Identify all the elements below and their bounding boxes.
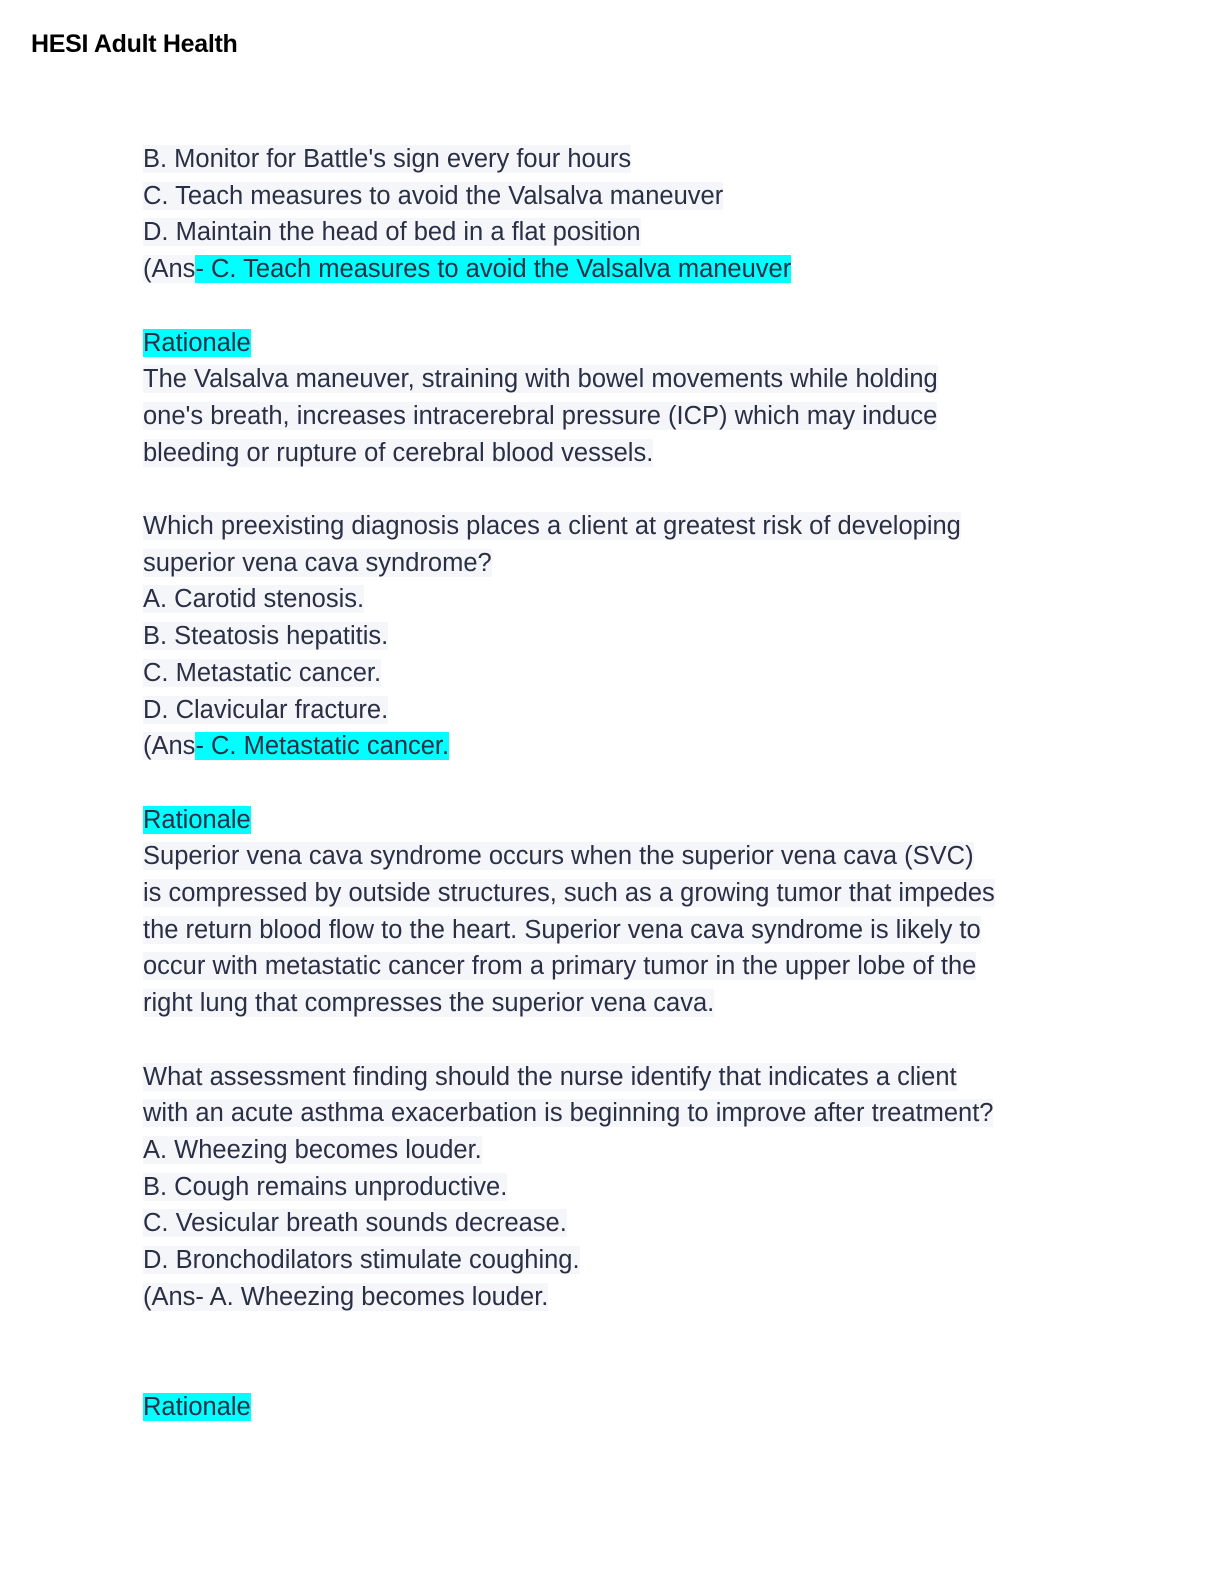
rationale-text: The Valsalva maneuver, straining with bowel movements while holding xyxy=(143,365,938,394)
answer-line xyxy=(143,251,1103,288)
rationale-heading: Rationale xyxy=(143,805,251,834)
rationale-text: one's breath, increases intracerebral pressure (ICP) which may induce xyxy=(143,401,938,430)
rationale-text: Superior vena cava syndrome occurs when the superior vena cava (SVC) xyxy=(143,842,974,871)
rationale-text: is compressed by outside structures, such as a growing tumor that impedes xyxy=(143,879,995,908)
answer-option: D. Bronchodilators stimulate coughing. xyxy=(143,1246,580,1275)
answer-option: B. Steatosis hepatitis. xyxy=(143,622,389,651)
rationale-text: right lung that compresses the superior vena cava. xyxy=(143,989,715,1018)
answer-option: A. Carotid stenosis. xyxy=(143,585,365,614)
question-text: What assessment finding should the nurse identify that indicates a client xyxy=(143,1062,957,1091)
question-text: superior vena cava syndrome? xyxy=(143,548,492,577)
rationale-text: bleeding or rupture of cerebral blood vessels. xyxy=(143,438,654,467)
answer-option: C. Teach measures to avoid the Valsalva maneuver xyxy=(143,181,724,210)
answer-highlight: - C. Metastatic cancer. xyxy=(195,732,450,761)
answer-option: A. Wheezing becomes louder. xyxy=(143,1135,482,1164)
rationale-text: occur with metastatic cancer from a primary tumor in the upper lobe of the xyxy=(143,952,977,981)
question-text: with an acute asthma exacerbation is beginning to improve after treatment? xyxy=(143,1099,994,1128)
document-body xyxy=(143,141,1103,1426)
rationale-text: the return blood flow to the heart. Superior vena cava syndrome is likely to xyxy=(143,915,981,944)
answer-prefix: (Ans xyxy=(143,255,196,284)
answer-option: B. Cough remains unproductive. xyxy=(143,1172,508,1201)
rationale-heading: Rationale xyxy=(143,1392,251,1421)
answer-option: C. Vesicular breath sounds decrease. xyxy=(143,1209,567,1238)
answer-option: D. Clavicular fracture. xyxy=(143,695,389,724)
question-text: Which preexisting diagnosis places a client at greatest risk of developing xyxy=(143,512,961,540)
document-title: HESI Adult Health xyxy=(31,30,238,58)
answer-line: (Ans- A. Wheezing becomes louder. xyxy=(143,1282,549,1311)
rationale-heading: Rationale xyxy=(143,328,251,357)
answer-option: D. Maintain the head of bed in a flat position xyxy=(143,218,641,247)
answer-option: C. Metastatic cancer. xyxy=(143,658,382,687)
answer-line xyxy=(143,728,1103,765)
answer-option: B. Monitor for Battle's sign every four hours xyxy=(143,145,632,173)
answer-highlight: - C. Teach measures to avoid the Valsalva maneuver xyxy=(195,255,792,284)
answer-prefix: (Ans xyxy=(143,732,196,761)
